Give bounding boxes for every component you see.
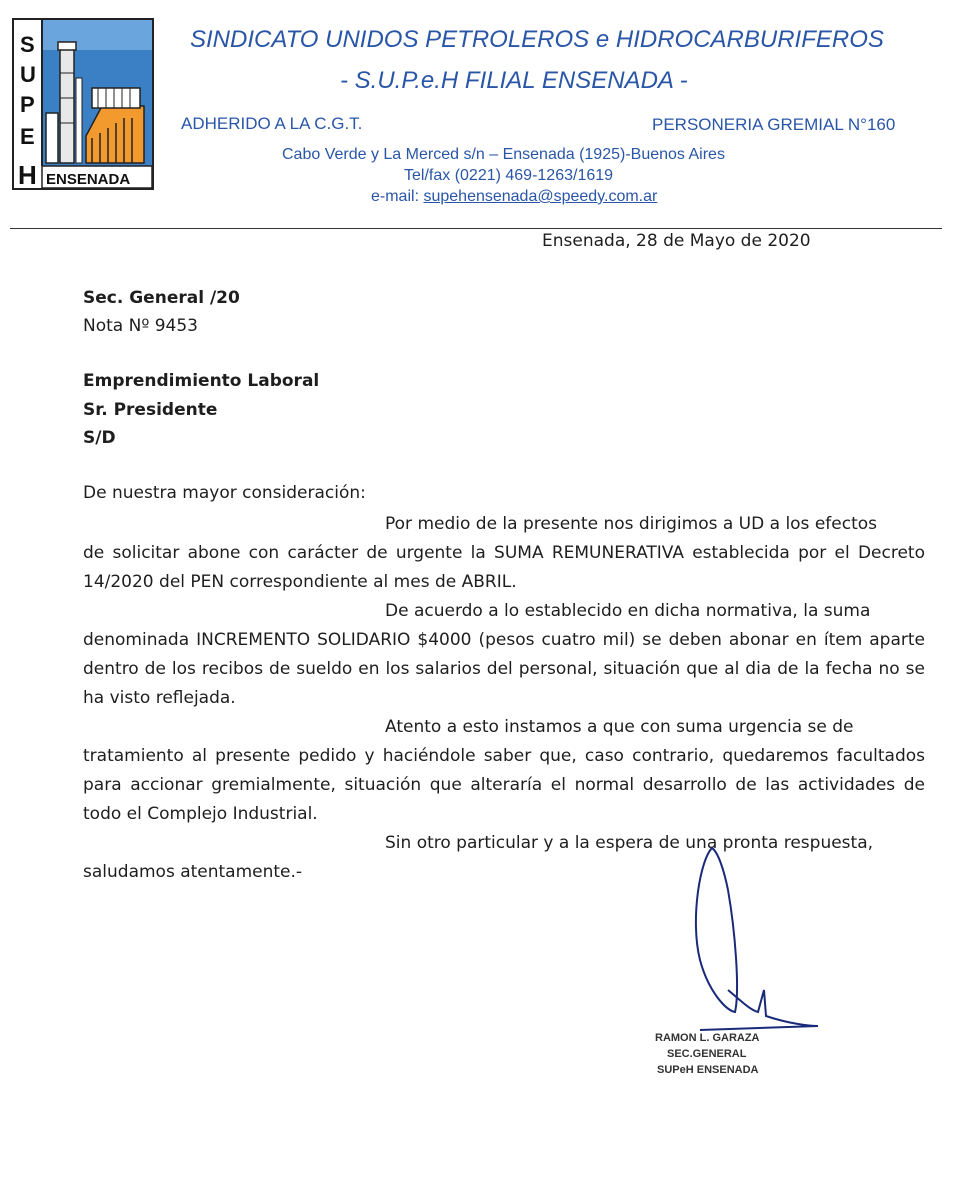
paragraph-first-line: De acuerdo a lo establecido en dicha normativa, la suma: [385, 601, 871, 621]
personeria-gremial: PERSONERIA GREMIAL N°160: [652, 115, 896, 134]
body-paragraph: [83, 510, 925, 597]
letter-body: [83, 510, 925, 887]
union-name: SINDICATO UNIDOS PETROLEROS e HIDROCARBURIFEROS: [190, 26, 884, 53]
logo-letter-p: P: [20, 92, 35, 117]
letter-date: Ensenada, 28 de Mayo de 2020: [542, 231, 811, 251]
email-label: e-mail:: [371, 188, 420, 205]
reference-sec: Sec. General /20: [83, 288, 240, 308]
paragraph-text: saludamos atentamente.-: [83, 862, 303, 882]
paragraph-first-line: Atento a esto instamos a que con suma urgencia se de: [385, 717, 854, 737]
body-paragraph: [83, 713, 925, 829]
paragraph-text: de solicitar abone con carácter de urgente la SUMA REMUNERATIVA establecida por el Decreto 14/2020 del PEN correspondiente al mes de ABRIL.: [83, 543, 925, 592]
paragraph-first-line: Por medio de la presente nos dirigimos a UD a los efectos: [385, 514, 877, 534]
paragraph-text: tratamiento al presente pedido y haciéndole saber que, caso contrario, quedaremos facultados para accionar gremialmente, situación que alteraría el normal desarrollo de las actividades de todo el Complejo Industrial.: [83, 746, 925, 824]
logo-letter-s: S: [20, 32, 35, 57]
addressee-line-2: Sr. Presidente: [83, 400, 218, 420]
logo-letter-e: E: [20, 124, 35, 149]
handwritten-signature: [640, 840, 840, 1040]
paragraph-text: denominada INCREMENTO SOLIDARIO $4000 (pesos cuatro mil) se deben abonar en ítem aparte dentro de los recibos de sueldo en los salarios del personal, situación que al dia de la fecha no se ha visto reflejada.: [83, 630, 925, 708]
refinery-logo-graphic: [12, 18, 154, 190]
logo-letter-u: U: [20, 62, 36, 87]
union-branch: - S.U.P.e.H FILIAL ENSENADA -: [340, 67, 688, 94]
email-line: [371, 188, 657, 206]
signer-name: RAMON L. GARAZA: [655, 1032, 760, 1044]
addressee-line-1: Emprendimiento Laboral: [83, 371, 320, 391]
addressee-line-3: S/D: [83, 428, 116, 448]
header-divider: [10, 228, 942, 229]
phone-fax-line: Tel/fax (0221) 469-1263/1619: [404, 167, 614, 184]
paragraph-first-line: Sin otro particular y a la espera de una pronta respuesta,: [385, 833, 874, 853]
signature-block: [655, 1030, 760, 1078]
body-paragraph: [83, 597, 925, 713]
reference-nota: Nota Nº 9453: [83, 316, 198, 336]
email-link[interactable]: supehensenada@speedy.com.ar: [423, 188, 658, 205]
greeting: De nuestra mayor consideración:: [83, 483, 366, 503]
signature-scribble: [640, 840, 840, 1040]
supeh-logo: [12, 18, 154, 190]
signer-org: SUPeH ENSENADA: [657, 1064, 759, 1076]
cgt-affiliation: ADHERIDO A LA C.G.T.: [181, 114, 363, 133]
logo-letter-h: H: [18, 160, 37, 190]
logo-banner-text: ENSENADA: [46, 171, 131, 188]
address-line: Cabo Verde y La Merced s/n – Ensenada (1925)-Buenos Aires: [282, 146, 725, 163]
signer-role: SEC.GENERAL: [667, 1048, 747, 1060]
